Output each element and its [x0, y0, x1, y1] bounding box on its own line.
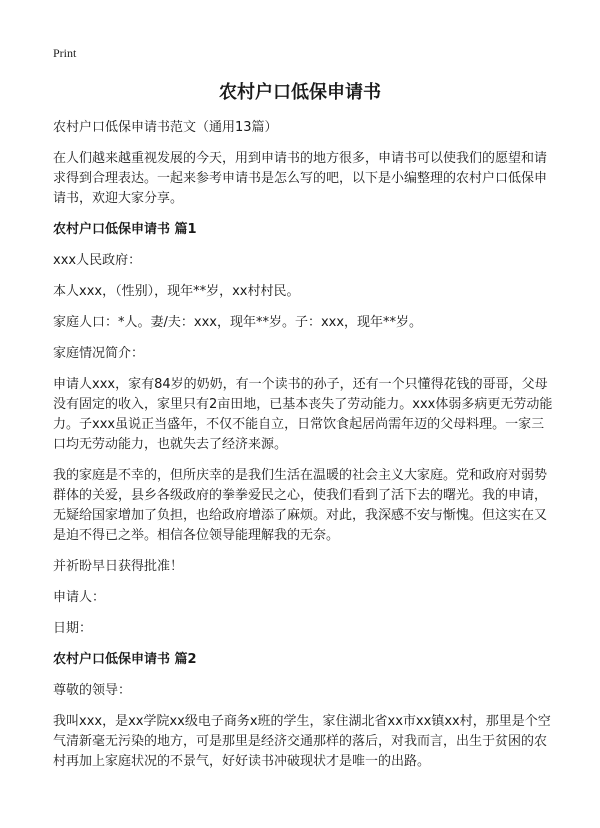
- print-label: Print: [53, 46, 77, 60]
- self-intro: 本人xxx，（性别），现年**岁，xx村村民。: [53, 284, 300, 299]
- section-heading-1: 农村户口低保申请书 篇1: [53, 222, 197, 237]
- intro-paragraph: 在人们越来越重视发展的今天，用到申请书的地方很多，申请书可以使我们的愿望和请求得到合理表达。一起来参考申请书是怎么写的吧，以下是小编整理的农村户口低保申请书，欢迎大家分享。: [53, 151, 548, 206]
- document-subtitle: 农村户口低保申请书范文（通用13篇）: [53, 120, 278, 135]
- closing-line: 并祈盼早日获得批准！: [53, 559, 184, 574]
- addressee-2: 尊敬的领导：: [53, 683, 132, 698]
- applicant-line: 申请人：: [53, 590, 106, 605]
- situation-paragraph-1: 申请人xxx，家有84岁的奶奶，有一个读书的孙子，还有一个只懂得花钱的哥哥，父母没有固定的收入，家里只有2亩田地，已基本丧失了劳动能力。xxx体弱多病更无劳动能力。子xxx虽说正当盛年，不仅不能自立，日常饮食起居尚需年迈的父母料理。一家三口均无劳动能力，也就失去了经济来源。: [53, 377, 553, 452]
- addressee-1: xxx人民政府：: [53, 253, 142, 268]
- section-heading-2: 农村户口低保申请书 篇2: [53, 652, 197, 667]
- document-body: [53, 118, 553, 783]
- date-line: 日期：: [53, 621, 93, 636]
- document-title: 农村户口低保申请书: [219, 82, 381, 103]
- section2-paragraph-1: 我叫xxx，是xx学院xx级电子商务x班的学生，家住湖北省xx市xx镇xx村，那里是个空气清新毫无污染的地方，可是那里是经济交通那样的落后，对我而言，出生于贫困的农村再加上家庭状况的不景气，好好读书冲破现状才是唯一的出路。: [53, 714, 551, 769]
- family-members: 家庭人口：*人。妻/夫：xxx，现年**岁。子：xxx，现年**岁。: [53, 315, 423, 330]
- situation-label: 家庭情况简介：: [53, 346, 145, 361]
- situation-paragraph-2: 我的家庭是不幸的，但所庆幸的是我们生活在温暖的社会主义大家庭。党和政府对弱势群体的关爱，县乡各级政府的拳拳爱民之心，使我们看到了活下去的曙光。我的申请，无疑给国家增加了负担，也给政府增添了麻烦。对此，我深感不安与惭愧。但这实在又是迫不得已之举。相信各位领导能理解我的无奈。: [53, 468, 548, 543]
